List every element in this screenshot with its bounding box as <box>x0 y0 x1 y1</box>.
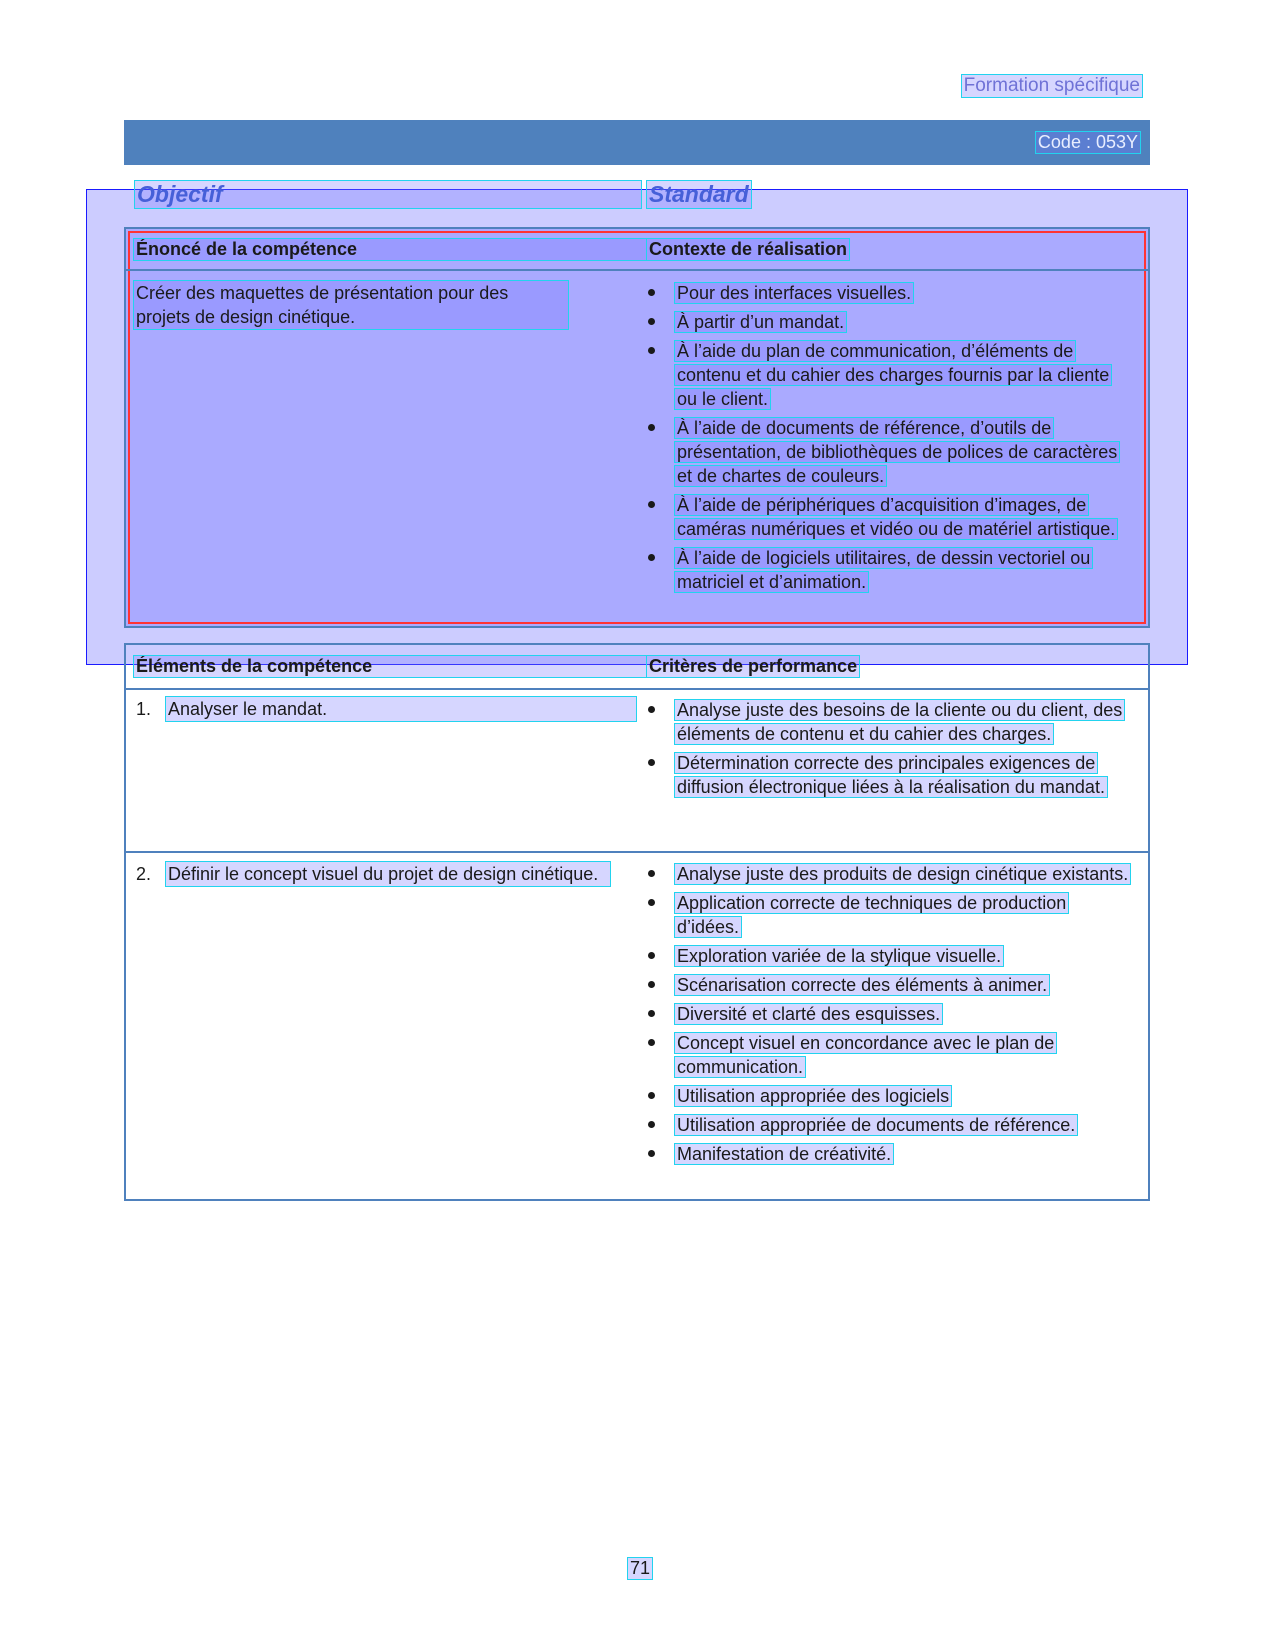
criteria-list-1 <box>645 698 1131 804</box>
bullet-icon <box>648 289 655 296</box>
table-divider <box>126 688 1148 690</box>
bullet-icon <box>648 759 655 766</box>
bullet-icon <box>648 981 655 988</box>
bullet-icon <box>648 1150 655 1157</box>
bullet-icon <box>648 347 655 354</box>
section-heading-objectif: Objectif <box>135 181 641 208</box>
bullet-icon <box>648 899 655 906</box>
list-item: Concept visuel en concordance avec le plan de communication. <box>645 1031 1131 1079</box>
bullet-icon <box>648 1010 655 1017</box>
list-item: Manifestation de créativité. <box>645 1142 1131 1166</box>
bullet-icon <box>648 424 655 431</box>
competence-element-1: 1. Analyser le mandat. <box>136 697 636 721</box>
criteria-list-2 <box>645 862 1131 1171</box>
list-item: Analyse juste des besoins de la cliente ou du client, des éléments de contenu et du cahier des charges. <box>645 698 1131 746</box>
bullet-icon <box>648 706 655 713</box>
list-item: À l’aide de logiciels utilitaires, de dessin vectoriel ou matriciel et d’animation. <box>645 546 1131 594</box>
bullet-icon <box>648 1039 655 1046</box>
bullet-icon <box>648 318 655 325</box>
list-item: Détermination correcte des principales exigences de diffusion électronique liées à la réalisation du mandat. <box>645 751 1131 799</box>
list-item: Pour des interfaces visuelles. <box>645 281 1131 305</box>
list-item: Scénarisation correcte des éléments à animer. <box>645 973 1131 997</box>
bullet-icon <box>648 870 655 877</box>
competence-element-2: 2. Définir le concept visuel du projet de design cinétique. <box>136 862 636 886</box>
table-divider <box>126 851 1148 853</box>
list-item: À l’aide du plan de communication, d’éléments de contenu et du cahier des charges fournis par la cliente ou le client. <box>645 339 1131 411</box>
course-code: Code : 053Y <box>1037 132 1138 152</box>
bullet-icon <box>648 952 655 959</box>
bullet-icon <box>648 554 655 561</box>
list-item: À l’aide de périphériques d’acquisition d’images, de caméras numériques et vidéo ou de matériel artistique. <box>645 493 1131 541</box>
bullet-icon <box>648 1121 655 1128</box>
context-list <box>645 281 1131 599</box>
competence-statement: Créer des maquettes de présentation pour des projets de design cinétique. <box>134 281 568 329</box>
list-item: Application correcte de techniques de production d’idées. <box>645 891 1131 939</box>
page-number: 71 <box>630 1558 651 1578</box>
list-item: Diversité et clarté des esquisses. <box>645 1002 1131 1026</box>
context-column-title: Contexte de réalisation <box>649 239 848 259</box>
list-item: Exploration variée de la stylique visuelle. <box>645 944 1131 968</box>
bullet-icon <box>648 501 655 508</box>
table-divider <box>126 269 1148 271</box>
code-bar <box>124 120 1150 165</box>
list-item: Analyse juste des produits de design cinétique existants. <box>645 862 1131 886</box>
list-item: À l’aide de documents de référence, d’outils de présentation, de bibliothèques de polices de caractères et de chartes de couleurs. <box>645 416 1131 488</box>
criteria-column-title: Critères de performance <box>649 656 858 676</box>
list-item: Utilisation appropriée des logiciels <box>645 1084 1131 1108</box>
header-label: Formation spécifique <box>963 75 1140 96</box>
list-item: Utilisation appropriée de documents de référence. <box>645 1113 1131 1137</box>
statement-column-title: Énoncé de la compétence <box>134 239 646 260</box>
section-heading-standard: Standard <box>649 181 749 207</box>
list-item: À partir d’un mandat. <box>645 310 1131 334</box>
bullet-icon <box>648 1092 655 1099</box>
elements-column-title: Éléments de la compétence <box>134 656 646 677</box>
